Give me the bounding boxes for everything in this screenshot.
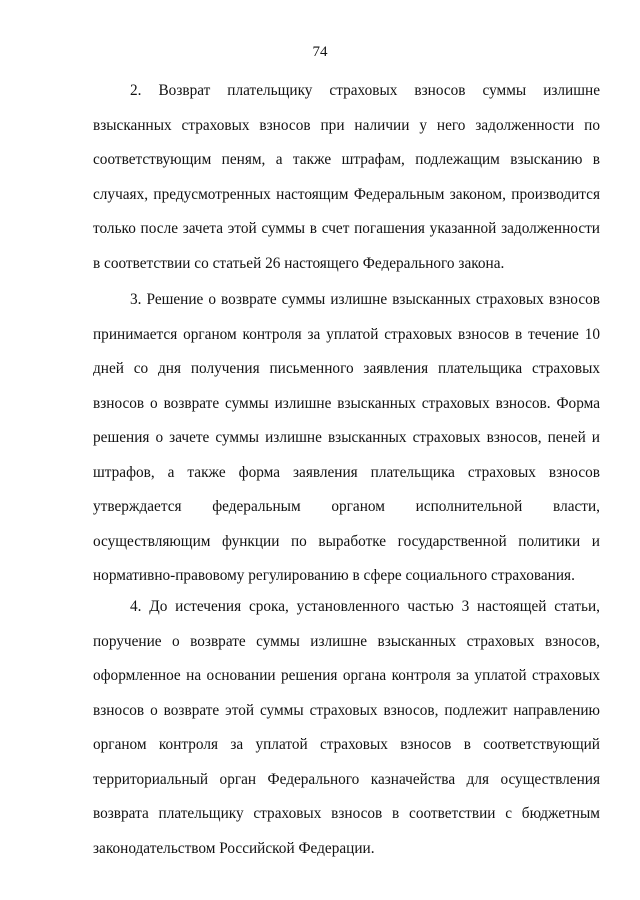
page-number: 74 <box>312 44 328 60</box>
paragraph-4: 4. До истечения срока, установленного частью 3 настоящей статьи, поручение о возврате суммы излишне взысканных страховых взносов, оформленное на основании решения органа контроля за уплатой страховых взносов о возврате этой суммы страховых взносов, подлежит направлению органом контроля за уплатой страховых взносов в соответствующий территориальный орган Федерального казначейства для осуществления возврата плательщику страховых взносов в соответствии с бюджетным законодательством Российской Федерации. <box>93 598 600 857</box>
paragraph-2: 2. Возврат плательщику страховых взносов суммы излишне взысканных страховых взносов при наличии у него задолженности по соответствующим пеням, а также штрафам, подлежащим взысканию в случаях, предусмотренных настоящим Федеральным законом, производится только после зачета этой суммы в счет погашения указанной задолженности в соответствии со статьей 26 настоящего Федерального закона. <box>93 82 600 272</box>
paragraph-3: 3. Решение о возврате суммы излишне взысканных страховых взносов принимается органом контроля за уплатой страховых взносов в течение 10 дней со дня получения письменного заявления плательщика страховых взносов о возврате суммы излишне взысканных страховых взносов. Форма решения о зачете суммы излишне взысканных страховых взносов, пеней и штрафов, а также форма заявления плательщика страховых взносов утверждается федеральным органом исполнительной власти, осуществляющим функции по выработке государственной политики и нормативно-правовому регулированию в сфере социального страхования. <box>93 291 600 584</box>
